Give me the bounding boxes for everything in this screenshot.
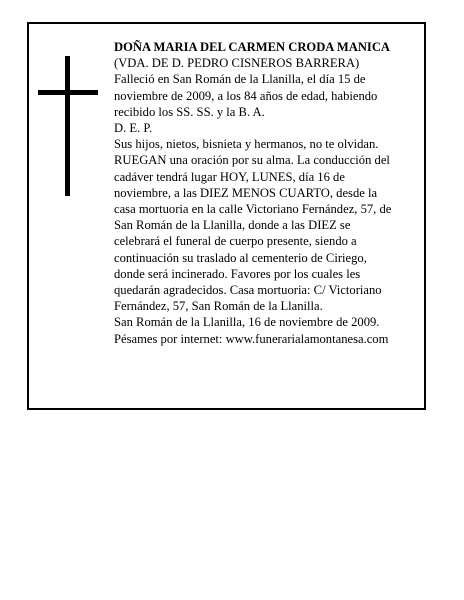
notice-line: casa mortuoria en la calle Victoriano Fernández, 57, de	[114, 202, 392, 217]
notice-line: continuación su traslado al cementerio de Ciriego,	[114, 250, 367, 265]
cross-horizontal-bar	[38, 90, 98, 95]
notice-line: San Román de la Llanilla, donde a las DIEZ se	[114, 218, 351, 233]
notice-line: celebrará el funeral de cuerpo presente, siendo a	[114, 234, 357, 249]
notice-line: noviembre de 2009, a los 84 años de edad, habiendo	[114, 88, 378, 103]
cross-vertical-bar	[65, 56, 70, 196]
widow-of-line: (VDA. DE D. PEDRO CISNEROS BARRERA)	[114, 56, 360, 71]
date-place-line: San Román de la Llanilla, 16 de noviembre de 2009.	[114, 315, 380, 330]
obituary-text	[114, 39, 420, 347]
notice-line: cadáver tendrá lugar HOY, LUNES, día 16 de	[114, 169, 345, 184]
notice-line: recibido los SS. SS. y la B. A.	[114, 104, 265, 119]
cross-icon	[38, 56, 98, 196]
deceased-name: DOÑA MARIA DEL CARMEN CRODA MANICA	[114, 40, 391, 54]
condolences-web-line: Pésames por internet: www.funerarialamontanesa.com	[114, 331, 389, 346]
notice-line: donde será incinerado. Favores por los cuales les	[114, 266, 361, 281]
notice-line: noviembre, a las DIEZ MENOS CUARTO, desde la	[114, 185, 378, 200]
notice-line: Falleció en San Román de la Llanilla, el día 15 de	[114, 72, 366, 87]
rest-in-peace-line: D. E. P.	[114, 121, 153, 136]
notice-line: quedarán agradecidos. Casa mortuoria: C/ Victoriano	[114, 283, 382, 298]
notice-line: Fernández, 57, San Román de la Llanilla.	[114, 299, 323, 314]
notice-line: Sus hijos, nietos, bisnieta y hermanos, no te olvidan.	[114, 137, 379, 152]
notice-line: RUEGAN una oración por su alma. La conducción del	[114, 153, 390, 168]
